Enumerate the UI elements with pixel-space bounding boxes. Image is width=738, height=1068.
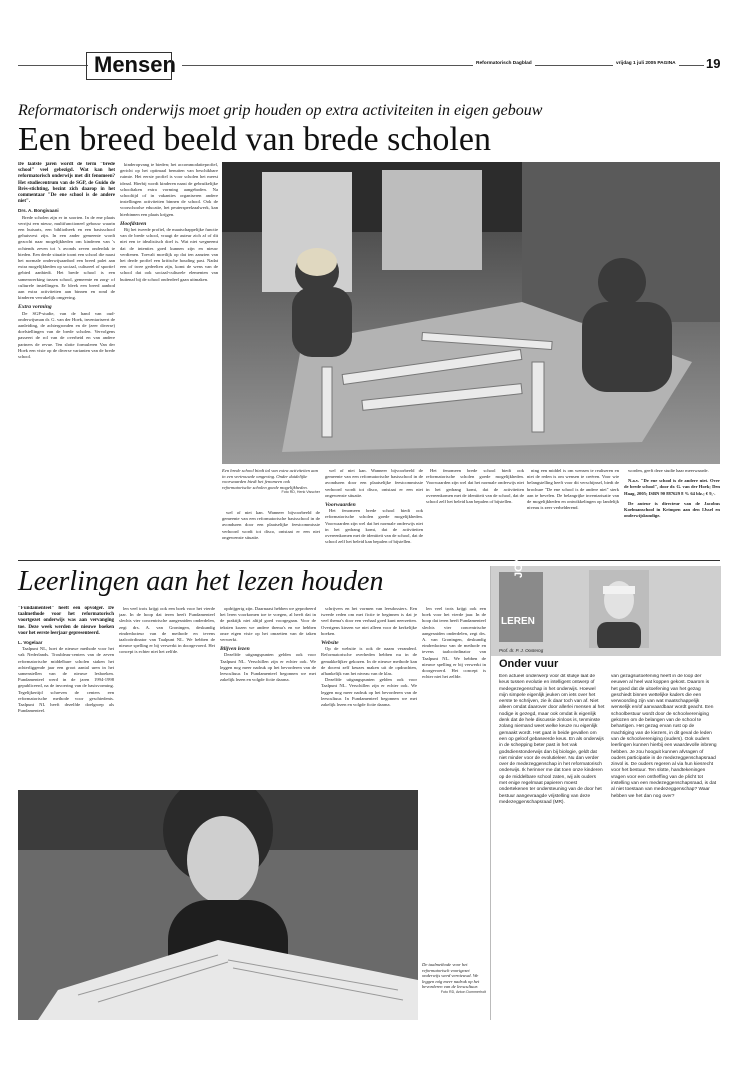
article1-headline: Een breed beeld van brede scholen	[18, 121, 491, 158]
column-text-1	[499, 674, 605, 1018]
opinion-column-box	[490, 546, 721, 1020]
article1-caption: Een brede school biedt tal van extra activiteiten aan in een vertrouwde omgeving. Onder duidelijke voorwaarden biedt het fenomeen ook reformatorische scholen goede mogelijkheden.	[222, 468, 319, 490]
article2-body: len veel trots krijgt ook een boek voor het vierde jaar. In de hoop dat ieren heeft Fundamenteel slechts vier concentrische aangesniden onderdelen, zegt drs. A. van Groningen, deskundig eindredacteur van de methode en tevens taalcoördinator van Taalpunt NL. We hebben de nieuwe spelling er bij verwerkt in doorgevoerd. Het concept is echter niet het zelfde.	[422, 606, 486, 680]
column-text-2	[611, 674, 717, 1018]
column-author: Prof. dr. P. J. Oosterog	[499, 648, 544, 653]
article1-body: Brede scholen zijn er in soorten. In de ene plaats verrijst een nieuw, multifunctioneel gebouw waarin een huisarts, een bibliotheek en een basisschool gehuisvest zijn. In een ander gemeente wordt gezocht naar mogelijkheden om kinderen van 's ochtends zeven tot 's avonds zeven onderdak te bieden. Een derde situatie toont een school die naast het normale onderwijsaanbod een breed palet aan extra mogelijkheden op sociaal, cultureel of sportief gebied aanbiedt. Het brede school is een samenwerking tussen school, gemeente en zorg- of culturele instellingen. Er bleek een breed aanbod aan extra activiteiten aan binnen en rond de kinderen verrukelijk omgeving.	[18, 214, 115, 301]
article1-body: kinderopvang te bieden; het accommodatieprofiel, gericht op het optimaal benutten van beschikbare ruimte. Het eerste profiel is voor scholen het meest ideaal. Hierbij wordt kinderen naast de gebruikelijke schooltaken extra vorming aangeboden. Na schooltijd of in vakanties organiseren andere instellingen activiteiten binnen de school. Ook de voorschoolse educatie, het peuterspeelzaalwerk, kan hierbinnen een plaats krijgen.	[120, 162, 218, 217]
article1-nav: N.a.v. "De ene school is de andere niet. Over de brede school", door dr. G. van der Hoek; Den Haag, 2005; ISBN 90 887629 8 % 64 blz.; € 9,-.	[624, 478, 720, 496]
article1-subhead: Extra vorming	[18, 304, 52, 311]
article1-byline: Drs. A. Bongivaani	[18, 208, 59, 214]
section-header	[18, 52, 721, 77]
article1-body: worden, geeft deze studie haar meerwaarde.	[628, 468, 709, 473]
page-date: vrijdag 1 juli 2005 PAGINA	[613, 61, 679, 66]
article1-column-1	[18, 162, 115, 552]
article1-column-5	[426, 468, 524, 552]
article1-column-4	[325, 468, 423, 552]
page-number: 19	[706, 56, 721, 71]
article1-lead: De laatste jaren wordt de term "brede school" veel gebezigd. Wat kan het reformatorisch onderwijs met dit fenomeen? Het studiecentrum van de SGP, de Guido de Brès-stichting, bezint zich daarop in het commentaar "De ene school is de andere niet".	[18, 162, 115, 205]
article2-body: Dezelfde uitgangspunten gelden ook voor Taalpunt NL. Verschillen zijn er echter ook. We leggen nog meer nadruk op het bevorderen van de leescultuur. In Fundamenteel begonnen we met zakelijk lezen en volgde fictie daarna.	[220, 652, 316, 683]
article2-column-1	[18, 606, 114, 786]
article2-lead: "Fundamenteel" heeft een opvolger. De taalmethode voor het reformatorisch voortgezet onderwijs was aan vervanging toe. Deze week werden de nieuwe boeken voor het eerste leerjaar gepresenteerd.	[18, 606, 114, 636]
article2-byline: L. Vogelaar	[18, 640, 43, 646]
column-tab	[499, 546, 543, 642]
article2-body: Dezelfde uitgangspunten gelden ook voor Taalpunt NL. Verschillen zijn er echter ook. We leggen nog meer nadruk op het bevorderen van de leescultuur. In Fundamenteel begonnen we met zakelijk lezen en volgde fictie daarna.	[321, 677, 417, 708]
column-body: Een actueel onderwerp voor dit stukje laat de keus tussen evolutie en intelligent ontwerp of medegezegenschap in het onderwijs. Hoewel mijn simpele eigenlijk jeuken om iets over het eerste te schrijven, zie ik daar toch van af. Niet alleen omdat daarover door allerlei mensen al het nodige is gezegd, maar ook omdat ik eigenlijk denk dat de hele discussie zinloos is, tenminste zolang niemand weet welke keuze nu eigenlijk gemaakt wordt. Het gaat in beide gevallen om een op geloof gebaseerde keus. En als onderwijs in de schepping beter past in het vak godsdienstonderwijs dan bij biologie, geldt dat niet minder voor de evolutieleer. Nu dan verder over de medezeggenschap in het reformatorisch onderwijs. Ik herinner me dat toen onze kinderen op de middelbare school zaten, wij als ouders met enige regelmaat papieren moest ondertekenen ter ondersteuning van de door het bestuur aangevraagde vrijstelling van deze medezeggenschapsraad (MR).	[499, 674, 605, 805]
article1-body: De SGP-studie, van de hand van oud-onderwijsman dr. G. van der Hoek, inventariseert de aanleiding, de achtergronden en de (zeer diverse) doelstellingen van de brede scholen. Vervolgens passeert de rol van de overheid en van andere partners de revue. Ten slotte formuleren Van der Hoek een visie op de diverse varianten van de brede school.	[18, 310, 115, 360]
article2-photo	[18, 790, 418, 1020]
column-tab-word-1: JONG	[513, 546, 525, 578]
article-divider	[18, 560, 720, 561]
article2-subhead: Blijven lezen	[220, 646, 250, 653]
article2-headline: Leerlingen aan het lezen houden	[18, 566, 384, 597]
section-box	[86, 52, 172, 80]
column-tab-word-2: LEREN	[501, 616, 535, 627]
column-title: Onder vuur	[499, 658, 559, 670]
article1-column-2	[120, 162, 218, 552]
article2-caption-block	[422, 962, 486, 994]
article1-subhead: Hoofdsteen	[120, 220, 147, 227]
article1-body: Het fenomeen brede school biedt ook reformatorische scholen goede mogelijkheden. Voorwaarden zijn wel dat het normale onderwijs niet in het gedrang komt, dat de activiteiten overeenkomen met de identiteit van de school, dat de school zelf het beleid kan bepalen of bijstellen.	[426, 468, 524, 505]
article2-body: len veel trots krijgt ook een boek voor het vierde jaar. In de hoop dat ieren heeft Fundamenteel slechts vier concentrische aangesniden onderdelen, zegt drs. A. van Groningen, deskundig eindredacteur van de methode en tevens taalcoördinator van Taalpunt NL. We hebben de nieuwe spelling er bij verwerkt in doorgevoerd. Het concept is echter niet het zelfde.	[119, 606, 215, 655]
article2-body: Op de website is ook de naam veranderd. Reformatorische overheden hebben nu in de gemakkelijker gekozen. In de nieuwe methode kan de docent zelf keuzes maken uit de opdrachten, afhankelijk van het niveau van de klas.	[321, 646, 417, 677]
article2-column-5	[422, 606, 486, 956]
section-title: Mensen	[88, 53, 182, 77]
article1-kicker: Reformatorisch onderwijs moet grip houden op extra activiteiten in eigen gebouw	[18, 102, 543, 119]
article2-photo-credit: Foto RD, Anton Dommerholt	[440, 989, 486, 994]
article1-subhead: Voorwaarden	[325, 502, 356, 509]
article1-caption-block	[222, 468, 320, 494]
student-reading-photo	[18, 790, 418, 1020]
paper-name: Reformatorisch Dagblad	[473, 61, 535, 66]
article2-caption: De taalmethode voor het reformatorisch voortgezet onderwijs werd vernieuwd. We leggen nóg meer nadruk op het bevorderen van de leescultuur.	[422, 962, 480, 990]
article2-subhead: Website	[321, 640, 339, 647]
article1-photo	[222, 162, 720, 464]
article1-column-3	[222, 510, 320, 552]
article1-body: Het fenomeen brede school biedt ook reformatorische scholen goede mogelijkheden. Voorwaarden zijn wel dat het normale onderwijs niet in het gedrang komt, dat de activiteiten overeenkomen met de identiteit van de school, dat de school zelf het beleid kan bepalen of bijstellen.	[325, 508, 423, 545]
article1-photo-credit: Foto RD, Henk Visscher	[281, 490, 320, 495]
article2-column-2	[119, 606, 215, 786]
article2-body: schrijvers en het vormen van leesdossiers. Een tweede reden om met fictie te beginnen is dat je veel thema's door een verhaal goed kunt neerzetten. Overigens kiezen we niet alleen voor de kerkelijke boeken.	[321, 606, 417, 636]
article2-column-3	[220, 606, 316, 786]
column-body: van gezagsuitoefening heeft in de loop der eeuwen al heel wat koppen gekost. Daarom is het goed dat de uitoefening van het gezag geschiedt binnen wettelijke kaders die een verwoording zijn van wat maatschappelijk wenselijk en/of aanvaardbaar wordt geacht. Een schoolbestuur wordt door de schoolvereniging gekozen om de belangen van de school te behartigen. Het gezag ervan rust op de machtiging van de kiezers, in dit geval de leden van de schoolvereniging (ouders). Ook ouders leerlingen kunnen hierbij een waardevolle inbreng hebben. Je zou hooguit kunnen afvragen of ouders participatie in de medezeggenschapsraad zinvol is. De ouders regeren al via hun kiesrecht voor het bestuur. Ten slotte, handtekeningen vragen voor een ontheffing van de plicht tot instelling van een medezeggenschapsraad, is dat al niet toestaan van medezeggenschap? Waar hebben we het dan nog over?	[611, 674, 717, 799]
article1-author-note: De auteur is directeur van de Jacobus Koelmanschool in Krimpen aan den IJssel en onderwijskundige.	[624, 500, 720, 519]
article1-column-6	[527, 468, 619, 552]
article2-body: opdrijgerig zijn. Daarnaast hebben we geprobeerd het leren voorkomen toe te voegen, al heeft dat in de praktijk niet altijd goed voorgegaan. Voor de teksten kozen we andere thema's en we hebben onze eigen visie op het omzetten van de taken verwerkt.	[220, 606, 316, 643]
article1-body: Bij het tweede profiel, de maatschappelijke functie van de brede school, vraagt de auteur zich af of dit niet een te idealistisch doel is. Wat niet wegneemt dat de intenties goed kunnen zijn en nieuw verdienen. Toevalt moeilijk op dat ten aanzien van het derde profiel een kritische houding past. Nadat een of twee gedeelten zijn, komt de wens van de school dat ook sociaal-culturele elementen van buitenaf bij de school onderdeel gaan uitmaken.	[120, 227, 218, 282]
author-portrait	[589, 570, 649, 648]
article1-body: wel of niet kan. Wanneer bijvoorbeeld de gemeente van een reformatorische basisschool in de avonduren door een plaatselijke feestcommissie verhoord wordt tot disco, ontstaat er een niet ongewenste situatie.	[325, 468, 423, 498]
article1-column-7	[624, 468, 720, 552]
article1-body: wel of niet kan. Wanneer bijvoorbeeld de gemeente van een reformatorische basisschool in de avonduren door een plaatselijke feestcommissie verhoord wordt tot disco, ontstaat er een niet ongewenste situatie.	[222, 510, 320, 540]
article2-body: Taalpunt NL, hoet de nieuwe methode voor het vak Nederlands. Troubleau-centers van de zeven reformatorische middelbare scholen staken het achterliggende jaar een groot aantal uren in het samenstellen van de nieuwe lesboeken. Fundamenteel werd in de jaren 1994-1998 gepubliceerd, na de invoering van de basisvorming. Tegelijkertijd schreven de centers een reformatorische methode voor geschiedenis. Taalpunt NL heeft dezelfde doelgroep als Fundamenteel.	[18, 646, 114, 714]
children-playing-photo	[222, 162, 720, 464]
article1-body: ning een middel is om wensen te realiseren en niet de reden is om wensen te creëren. Voor wie belangstelling heeft voor dit verschijnsel, biedt de brochure "De ene school is de andere niet" sterk aan te bevelen. De belangrijke inventarisatie van de mogelijkheden en ontwikkelingen op landelijk niveau is zeer verhelderend.	[527, 468, 619, 511]
